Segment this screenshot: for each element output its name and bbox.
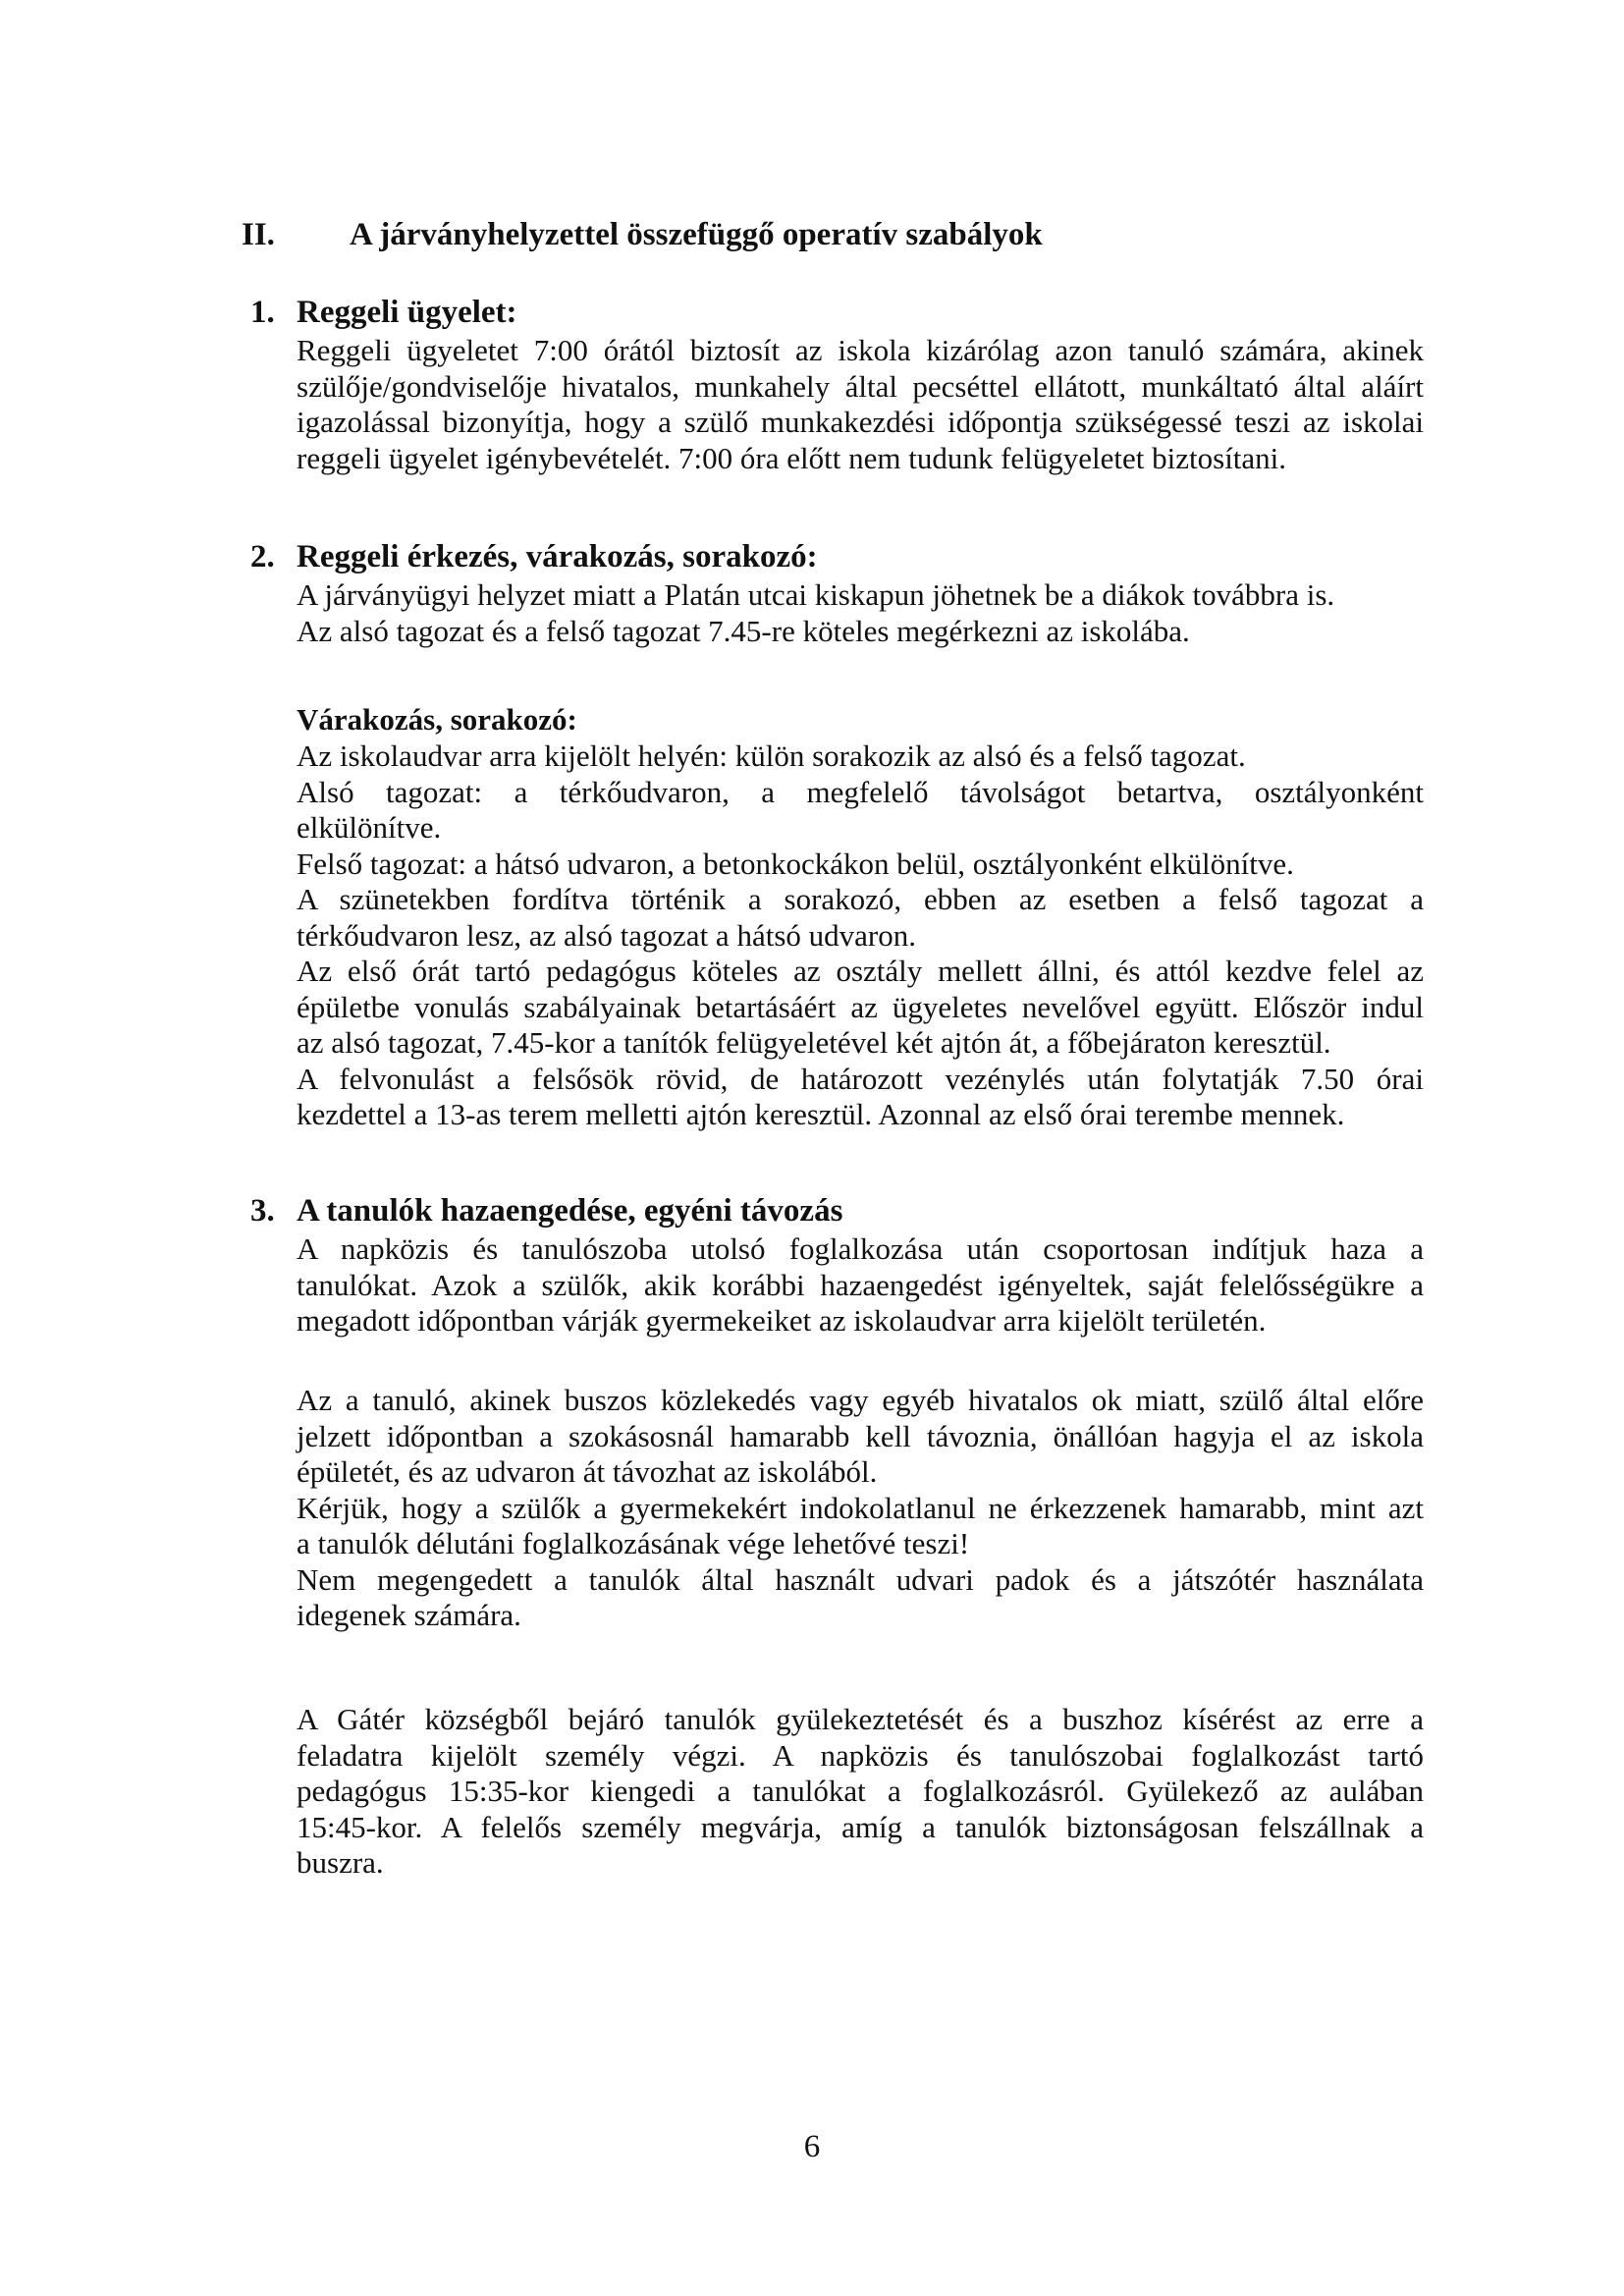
paragraph-line: A járványügyi helyzet miatt a Platán utcai kiskapun jöhetnek be a diákok továbbra is. xyxy=(297,577,1335,612)
section-3-paragraph-2 xyxy=(297,1383,1424,1634)
paragraph-line: az alsó tagozat, 7.45-kor a tanítók felügyeletével két ajtón át, a főbejáraton keresztül. xyxy=(297,1025,1331,1060)
paragraph-line: Az a tanuló, akinek buszos közlekedés vagy egyéb hivatalos ok miatt, szülő által előre xyxy=(297,1383,1424,1417)
paragraph-line: igazolással bizonyítja, hogy a szülő munkakezdési időpontja szükségessé teszi az iskolai xyxy=(297,405,1424,439)
section-3 xyxy=(297,1190,1424,1339)
paragraph-line: térkőudvaron lesz, az alsó tagozat a hátsó udvaron. xyxy=(297,917,916,953)
paragraph-line: Az iskolaudvar arra kijelölt helyén: külön sorakozik az alsó és a felső tagozat. xyxy=(297,738,1246,773)
paragraph-line: a tanulók délutáni foglalkozásának vége lehetővé teszi! xyxy=(297,1526,970,1560)
paragraph-line: A napközis és tanulószoba utolsó foglalkozása után csoportosan indítjuk haza a xyxy=(297,1231,1424,1266)
paragraph-line: A szünetekben fordítva történik a sorakozó, ebben az esetben a felső tagozat a xyxy=(297,882,1424,916)
chapter-heading xyxy=(242,214,1043,255)
section-3-paragraph-3 xyxy=(297,1702,1424,1882)
paragraph-line: Kérjük, hogy a szülők a gyermekekért indokolatlanul ne érkezzenek hamarabb, mint azt xyxy=(297,1490,1424,1525)
paragraph-line: Az alsó tagozat és a felső tagozat 7.45-re köteles megérkezni az iskolába. xyxy=(297,613,1190,648)
section-2-number: 2. xyxy=(250,539,275,574)
section-2-subheading: Várakozás, sorakozó: xyxy=(297,702,577,737)
paragraph-line: Felső tagozat: a hátsó udvaron, a betonkockákon belül, osztályonként elkülönítve. xyxy=(297,846,1294,881)
section-2-title: Reggeli érkezés, várakozás, sorakozó: xyxy=(297,539,818,574)
paragraph-line: A felvonulást a felsősök rövid, de határozott vezénylés után folytatják 7.50 órai xyxy=(297,1061,1424,1096)
paragraph-line: Az első órát tartó pedagógus köteles az osztály mellett állni, és attól kezdve felel az xyxy=(297,954,1424,988)
paragraph-line: pedagógus 15:35-kor kiengedi a tanulókat a foglalkozásról. Gyülekező az aulában xyxy=(297,1774,1424,1808)
paragraph-line: elkülönítve. xyxy=(297,810,442,845)
section-3-number: 3. xyxy=(250,1193,275,1229)
paragraph-line: szülője/gondviselője hivatalos, munkahely által pecséttel ellátott, munkáltató által aláírt xyxy=(297,368,1424,404)
paragraph-line: idegenek számára. xyxy=(297,1598,521,1632)
paragraph-line: 15:45-kor. A felelős személy megvárja, amíg a tanulók biztonságosan felszállnak a xyxy=(297,1809,1424,1844)
section-2-queue xyxy=(297,701,1424,1133)
paragraph-line: buszra. xyxy=(297,1845,384,1880)
page-number: 6 xyxy=(803,2129,821,2164)
section-1 xyxy=(297,292,1424,476)
paragraph-line: Alsó tagozat: a térkőudvaron, a megfelelő távolságot betartva, osztályonként xyxy=(297,774,1424,809)
section-2 xyxy=(297,536,1424,649)
paragraph-line: Nem megengedett a tanulók által használt udvari padok és a játszótér használata xyxy=(297,1561,1424,1597)
paragraph-line: kezdettel a 13-as terem melletti ajtón keresztül. Azonnal az első órai terembe mennek. xyxy=(297,1097,1345,1131)
paragraph-line: tanulókat. Azok a szülők, akik korábbi hazaengedést igényeltek, saját felelősségükre a xyxy=(297,1267,1424,1302)
paragraph-line: jelzett időpontban a szokásosnál hamarabb kell távoznia, önállóan hagyja el az iskola xyxy=(297,1418,1424,1453)
chapter-title: A járványhelyzettel összefüggő operatív szabályok xyxy=(350,217,1043,252)
paragraph-line: A Gátér községből bejáró tanulók gyülekeztetését és a buszhoz kísérést az erre a xyxy=(297,1702,1424,1736)
section-3-title: A tanulók hazaengedése, egyéni távozás xyxy=(297,1193,843,1229)
paragraph-line: reggeli ügyelet igénybevételét. 7:00 óra előtt nem tudunk felügyeletet biztosítani. xyxy=(297,440,1287,475)
paragraph-line: épületbe vonulás szabályainak betartásáért az ügyeletes nevelővel együtt. Először indul xyxy=(297,989,1424,1024)
chapter-number: II. xyxy=(242,217,275,252)
paragraph-line: feladatra kijelölt személy végzi. A napközis és tanulószobai foglalkozást tartó xyxy=(297,1737,1424,1773)
paragraph-line: megadott időpontban várják gyermekeiket az iskolaudvar arra kijelölt területén. xyxy=(297,1303,1267,1338)
section-1-number: 1. xyxy=(250,295,275,330)
section-1-title: Reggeli ügyelet: xyxy=(297,295,517,330)
paragraph-line: Reggeli ügyeletet 7:00 órától biztosít az iskola kizárólag azon tanuló számára, akinek xyxy=(297,333,1424,367)
paragraph-line: épületét, és az udvaron át távozhat az iskolából. xyxy=(297,1454,878,1489)
